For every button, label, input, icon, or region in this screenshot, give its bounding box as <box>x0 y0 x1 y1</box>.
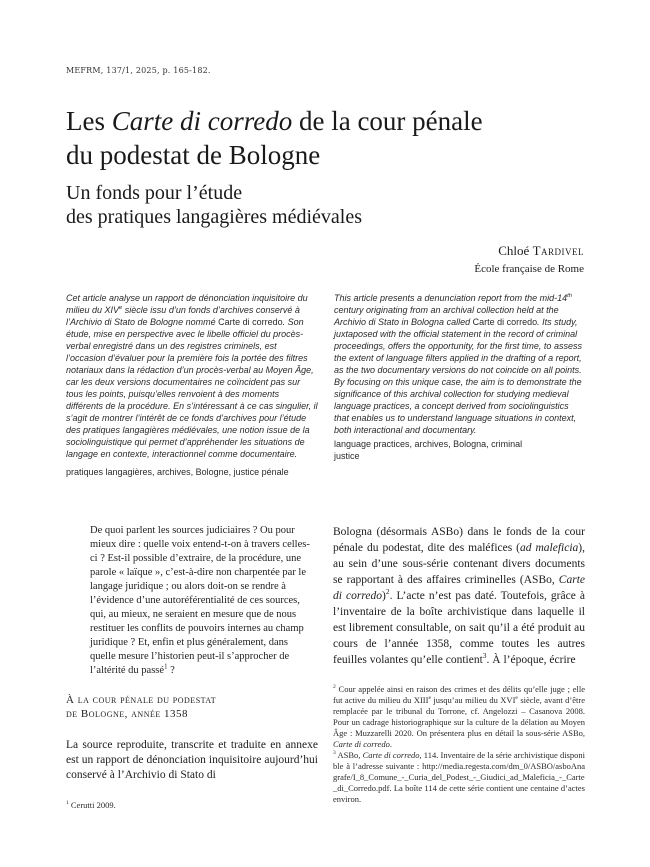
footnote-2-sup-1: e <box>428 695 431 702</box>
author-block <box>474 242 584 278</box>
footnote-2-c: siècle, avant d’être remplacée par le tribunal du Torrone, cf. Angelozzi – Casanova 2008. Pour un cadrage historiographique sur la culture de la délation au Moyen Âge : Muzzarelli 2020. On présentera plus en détail la sous-série ASBo, <box>333 695 585 738</box>
footnotes-right <box>333 684 585 805</box>
footnote-1-text: Cerutti 2009. <box>68 800 116 810</box>
author-last: Tardivel <box>532 243 584 258</box>
author-name <box>474 242 584 260</box>
body-right-b: ), au sein d’une sous-série contenant divers documents se rapportant à des affaires criminelles (ASBo, <box>333 542 586 586</box>
abstract-en-sup: th <box>567 293 572 299</box>
abstract-en-text-c: . Its study, juxtaposed with the official statement in the record of criminal proceedings, offers the opportunity, for the first time, to assess the extent of language filters applied in the drafting of a report, as the two documentary versions do not coincide on all points. By focusing on this unique case, the aim is to demonstrate the significance of this archival collection for studying medieval language practices, a concept derived from sociolinguistics that enables us to understand language situations in context, both interactional and documentary. <box>334 317 582 435</box>
body-right-italic-1: ad maleficia <box>520 542 579 554</box>
footnote-1-number: 1 <box>66 800 69 807</box>
footnote-ref-1[interactable]: 1 <box>164 663 168 671</box>
footnote-2 <box>333 684 585 750</box>
author-first: Chloé <box>498 243 533 258</box>
footnote-ref-3[interactable]: 3 <box>482 651 487 661</box>
footnote-2-a: Cour appelée ainsi en raison des crimes et des délits qu’elle juge ; elle fut active du milieu du XIII <box>333 684 585 705</box>
body-text-left: La source reproduite, transcrite et traduite en annexe est un rapport de dénonciation inquisitoire aujourd’hui conservé à l’Archivio di Stato di <box>66 739 318 781</box>
abstract-fr-roman: Carte di corredo <box>218 317 283 327</box>
footnote-ref-2[interactable]: 2 <box>385 587 390 597</box>
footnote-3-a: ASBo, <box>335 750 363 760</box>
section-heading-line1: À la cour pénale du podestat <box>66 694 217 706</box>
running-head: MEFRM, 137/1, 2025, p. 165-182. <box>66 66 211 75</box>
author-affiliation: École française de Rome <box>474 263 584 275</box>
article-title <box>66 104 606 172</box>
abstract-fr-text-a: Cet article analyse un rapport de dénonciation inquisitoire du milieu du XIV <box>66 293 308 315</box>
abstract-en-roman: Carte di corredo <box>472 317 538 327</box>
footnote-2-d: . <box>389 739 392 749</box>
section-heading-line2: de Bologne, année 1358 <box>66 708 188 720</box>
body-right-e: . À l’époque, écrire <box>486 654 576 666</box>
abstract-en-text-a: This article presents a denunciation report from the mid-14 <box>334 293 568 303</box>
footnote-2-sup-2: e <box>515 695 518 702</box>
epigraph-text: De quoi parlent les sources judiciaires ? Ou pour mieux dire : quelle voix entend-t-on à travers celles-ci ? Est-il possible d’extraire, de la procédure, une parole « laïque », c’est-à-dire non charpentée par le langage juridique ; ou alors doit-on se rendre à l’évidence d’une autoréférentialité de ces sources, qui, au mieux, ne seraient en mesure que de nous restituer les conflits de pouvoirs internes au champ juridique ? Et, enfin et plus généralement, dans quelle mesure l’historien peut-il s’approcher de l’altérité du passé <box>90 525 310 676</box>
title-italic: Carte di corredo <box>111 106 293 136</box>
epigraph-end: ? <box>167 665 175 676</box>
abstract-fr-text-c: . Son étude, mise en perspective avec le libelle officiel du procès-verbal enregistré dans un des registres criminels, est l’occasion d’évaluer pour la première fois la portée des filtres notariaux dans la rédaction d’un procès-verbal au Moyen Âge, car les deux versions documentaires ne coïncident pas sur tous les points, puisqu’elles renvoient à des moments différents de la procédure. En s’intéressant à ce cas singulier, il s’agit de montrer l’intérêt de ce fonds d’archives pour l’étude des pratiques langagières médiévales, une notion issue de la sociolinguistique qui permet d’appréhender les situations de langage en contexte, interactionnel comme documentaire. <box>66 317 318 459</box>
title-part1: Les <box>66 106 112 136</box>
title-part2: de la cour pénale <box>292 106 483 136</box>
body-right-a: Bologna (désormais ASBo) dans le fonds de la cour pénale du podestat, dite des maléfices ( <box>333 526 585 554</box>
footnote-3-b: , 114. Inventaire de la série archivistique disponible à l’adresse suivante : http://media.regesta.com/dm_0/ASBO/asboAnagrafe/I_8_Comune_-_Curia_del_Podest_-_Giudici_ad_Maleficia_-_Carte_di_Corredo.pdf. La boîte 114 de cette série contient une centaine d’actes environ. <box>333 750 585 804</box>
footnote-3-italic: Carte di corredo <box>362 750 420 760</box>
body-right-c: ) <box>382 590 386 602</box>
keywords-english: language practices, archives, Bologna, criminal justice <box>334 439 523 461</box>
body-right-d: . L’acte n’est pas daté. Toutefois, grâce à l’inventaire de la boîte archivistique dans laquelle il est librement consultable, on sait qu’il a été produit au cours de l’année 1358, comme toutes les autres feuilles volantes qu’elle contient <box>333 590 585 666</box>
body-right-italic-2: Carte di corredo <box>333 574 585 602</box>
footnote-2-b: jusqu’au milieu du XVI <box>430 695 516 705</box>
abstract-fr-sup: e <box>119 305 123 311</box>
footnote-3-number: 3 <box>333 750 336 757</box>
subtitle-line1: Un fonds pour l’étude <box>66 182 243 204</box>
abstract-en-text-b: century originating from an archival collection held at the Archivio di Stato in Bologna called <box>334 305 559 327</box>
title-line2: du podestat de Bologne <box>66 140 321 170</box>
footnote-2-italic: Carte di corredo <box>333 739 390 749</box>
epigraph <box>90 524 316 678</box>
abstract-english <box>334 292 586 436</box>
footnote-1 <box>66 800 316 811</box>
body-text-right <box>333 524 585 668</box>
footnote-2-number: 2 <box>333 684 336 691</box>
abstract-french <box>66 292 318 460</box>
section-heading <box>66 693 318 721</box>
footnote-3 <box>333 750 585 805</box>
abstract-fr-text-b: siècle issu d’un fonds d’archives conservé à l’Archivio di Stato de Bologne nommé <box>66 305 300 327</box>
article-subtitle <box>66 181 586 229</box>
keywords-french: pratiques langagières, archives, Bologne, justice pénale <box>66 467 289 477</box>
subtitle-line2: des pratiques langagières médiévales <box>66 206 362 228</box>
